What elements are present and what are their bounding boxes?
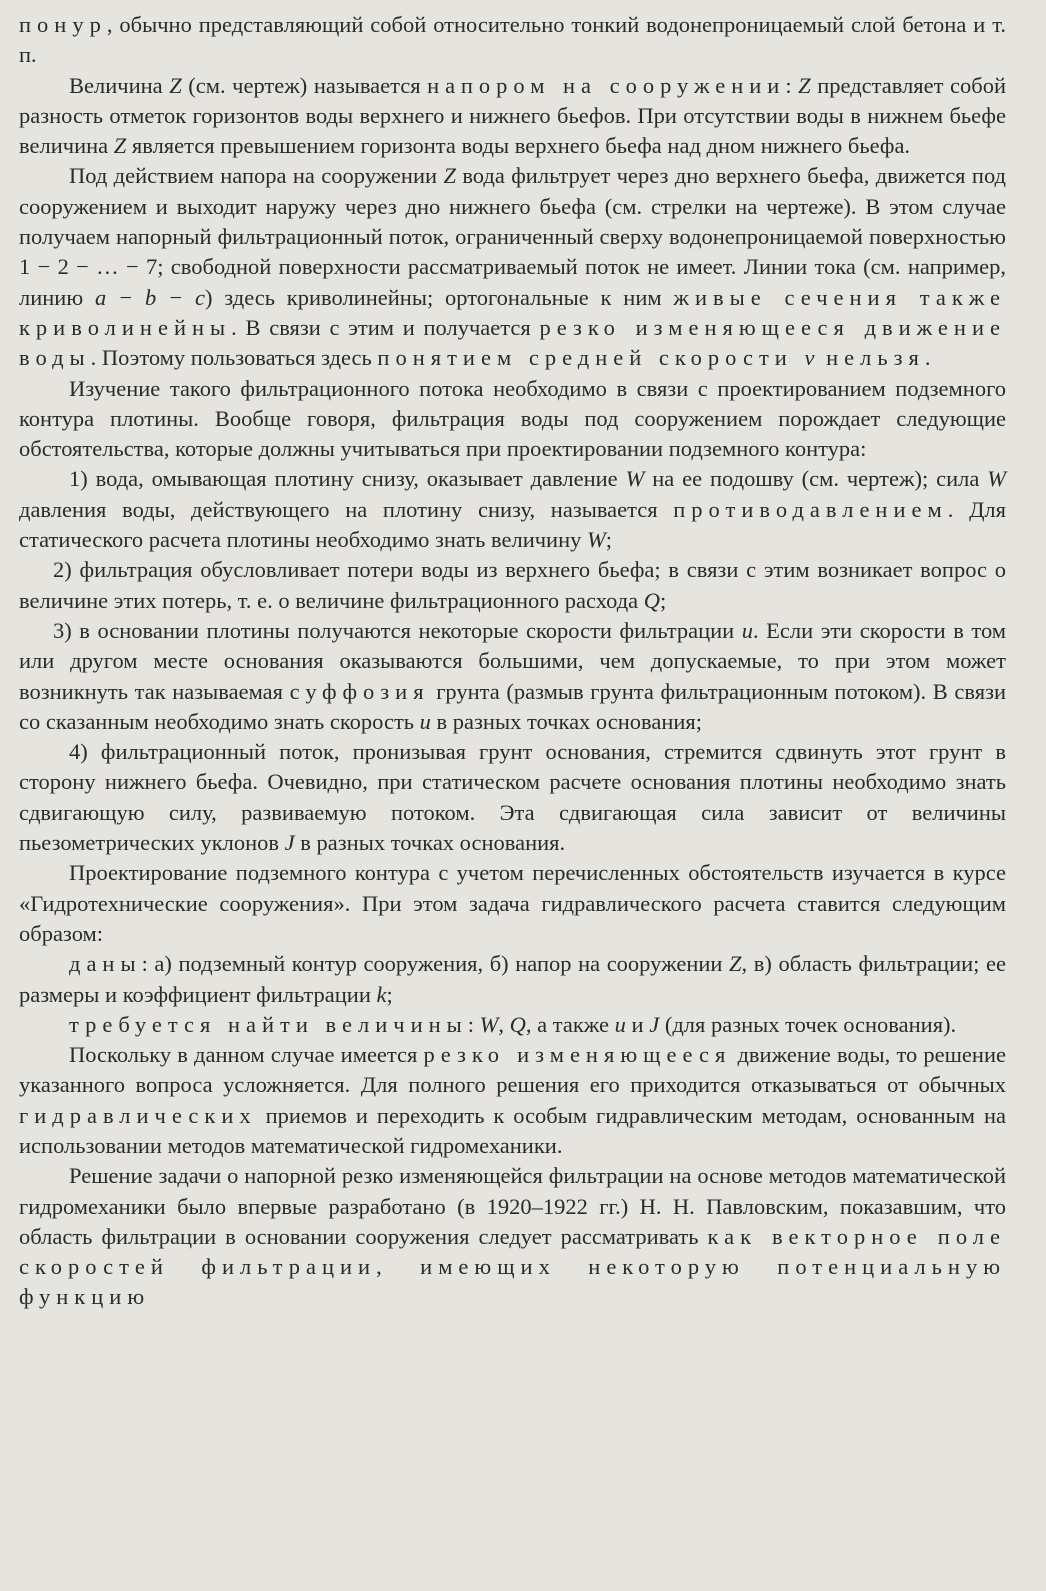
paragraph: [19, 1010, 1006, 1040]
spaced-emphasis-text: требуется найти величины: [69, 1011, 468, 1037]
text-run: . В связи с этим и получается: [231, 314, 540, 340]
text-run: , в) область фильтрации; ее размеры и коэффициент фильтрации: [19, 951, 1006, 1007]
math-symbol: k: [376, 981, 387, 1007]
spaced-emphasis-text: резко изменяющееся движение воды: [19, 314, 1006, 371]
paragraph: [19, 1161, 1006, 1312]
text-run: 3) в основании плотины получаются некоторые скорости фильтрации: [53, 617, 742, 643]
text-run: : а) подземный контур сооружения, б) напор на сооружении: [141, 951, 730, 977]
spaced-emphasis-text: даны: [69, 951, 142, 977]
paragraph: [19, 858, 1006, 949]
text-run: на ее подошву (см. чертеж); сила: [644, 466, 988, 492]
text-run: .: [924, 345, 931, 371]
math-symbol: W: [479, 1011, 499, 1037]
paragraph: [19, 737, 1006, 858]
spaced-emphasis-text: понятием средней скорости: [377, 345, 805, 371]
text-run: (см. чертеж) называется: [181, 72, 428, 98]
text-run: , а также: [525, 1011, 615, 1037]
math-symbol: W: [625, 466, 645, 492]
spaced-emphasis-text: суффозия: [289, 678, 430, 704]
text-run: вода фильтрует через дно верхнего бьефа, движется под сооружением и выходит наружу через дно нижнего бьефа (см. стрелки на чертеже). В этом случае получаем напорный фильтрационный поток, ограниченный сверху водонепроницаемой поверхностью 1 − 2 − … − 7; свободной поверхности рассматриваемый поток не имеет. Линии тока (см. например, линию: [19, 163, 1007, 310]
math-symbol: a − b − c: [94, 284, 205, 310]
paragraph: [19, 71, 1006, 162]
text-run: . Если эти скорости в том или другом месте основания оказываются большими, чем допускаемые, то при этом может возникнуть так называемая: [19, 617, 1007, 704]
text-run: в разных точках основания.: [294, 830, 566, 856]
math-symbol: Z: [113, 133, 127, 159]
paragraph: [19, 10, 1006, 71]
text-run: представляет собой разность отметок горизонтов воды верхнего и нижнего бьефов. При отсутствии воды в нижнем бьефе величина: [19, 72, 1006, 159]
math-symbol: Z: [729, 951, 742, 977]
math-symbol: Z: [798, 72, 811, 98]
math-symbol: Q: [509, 1011, 526, 1037]
text-run: Под действием напора на сооружении: [69, 163, 444, 189]
spaced-emphasis-text: гидравлических: [19, 1102, 257, 1128]
text-run: ;: [605, 527, 613, 553]
paragraph: [19, 161, 1006, 373]
text-run: ;: [660, 587, 667, 613]
spaced-emphasis-text: напором на сооружении: [427, 72, 786, 98]
text-run: ) здесь криволинейны; ортогональные к ним: [205, 284, 674, 310]
text-run: . Поэтому пользоваться здесь: [90, 345, 378, 371]
math-symbol: J: [649, 1011, 660, 1037]
text-run: . Для статического расчета плотины необходимо знать величину: [19, 496, 1006, 553]
text-run: :: [785, 72, 799, 98]
text-run: движение воды, то решение указанного вопроса усложняется. Для полного решения его приходится отказываться от обычных: [19, 1042, 1006, 1098]
math-symbol: W: [987, 466, 1006, 492]
text-run: , обычно представляющий собой относительно тонкий водонепроницаемый слой бетона и т. п.: [19, 12, 1006, 68]
text-run: (для разных точек основания).: [659, 1011, 957, 1037]
text-run: ;: [386, 981, 393, 1007]
text-run: Поскольку в данном случае имеется: [69, 1042, 424, 1068]
spaced-emphasis-text: противодавлением: [673, 496, 948, 522]
text-run: :: [467, 1011, 480, 1037]
math-symbol: u: [614, 1011, 626, 1037]
math-symbol: u: [741, 617, 753, 643]
text-run: 2) фильтрация обусловливает потери воды из верхнего бьефа; в связи с этим возникает вопрос о величине этих потерь, т. е. о величине фильтрационного расхода: [19, 557, 1006, 613]
math-symbol: Z: [169, 72, 182, 98]
spaced-emphasis-text: резко изменяющееся: [423, 1042, 732, 1068]
text-run: в разных точках основания;: [430, 708, 703, 734]
paragraph: [19, 1040, 1006, 1161]
text-run: Проектирование подземного контура с учетом перечисленных обстоятельств изучается в курсе «Гидротехнические сооружения». При этом задача гидравлического расчета ставится следующим образом:: [19, 860, 1006, 946]
math-symbol: v: [804, 345, 815, 371]
math-symbol: Q: [643, 587, 661, 613]
paragraph: [19, 555, 1006, 616]
math-symbol: Z: [443, 163, 456, 189]
text-run: грунта (размыв грунта фильтрационным потоком). В связи со сказанным необходимо знать скорость: [19, 678, 1006, 734]
text-run: приемов и переходить к особым гидравлическим методам, основанным на использовании методов математической гидромеханики.: [19, 1102, 1006, 1158]
text-run: давления воды, действующего на плотину снизу, называется: [19, 496, 674, 522]
spaced-emphasis-text: живые сечения также криволинейны: [19, 284, 1006, 340]
text-run: является превышением горизонта воды верхнего бьефа над дном нижнего бьефа.: [126, 133, 911, 159]
paragraph: [19, 949, 1006, 1010]
paragraph: [19, 374, 1006, 465]
spaced-emphasis-text: нельзя: [814, 345, 925, 371]
math-symbol: u: [419, 708, 431, 734]
text-run: Изучение такого фильтрационного потока необходимо в связи с проектированием подземного контура плотины. Вообще говоря, фильтрация воды под сооружением порождает следующие обстоятельства, которые должны учитываться при проектировании подземного контура:: [19, 375, 1006, 462]
text-run: 1) вода, омывающая плотину снизу, оказывает давление: [69, 466, 626, 492]
text-run: Величина: [69, 72, 170, 98]
text-run: Решение задачи о напорной резко изменяющейся фильтрации на основе методов математической гидромеханики было впервые разработано (в 1920–1922 гг.) Н. Н. Павловским, показавшим, что область фильтрации в основании сооружения следует рассматривать: [19, 1163, 1006, 1249]
spaced-emphasis-text: как векторное поле скоростей фильтрации, имеющих некоторую потенциальную функцию: [19, 1223, 1006, 1310]
math-symbol: J: [284, 830, 295, 856]
math-symbol: W: [587, 527, 606, 553]
paragraph: [19, 464, 1006, 555]
paragraph: [19, 616, 1006, 737]
spaced-emphasis-text: понур: [19, 12, 107, 37]
text-run: ,: [498, 1011, 510, 1037]
text-run: 4) фильтрационный поток, пронизывая грунт основания, стремится сдвинуть этот грунт в сторону нижнего бьефа. Очевидно, при статическом расчете основания плотины необходимо знать сдвигающую силу, развиваемую потоком. Эта сдвигающая сила зависит от величины пьезометрических уклонов: [19, 739, 1006, 856]
text-run: и: [625, 1011, 650, 1037]
